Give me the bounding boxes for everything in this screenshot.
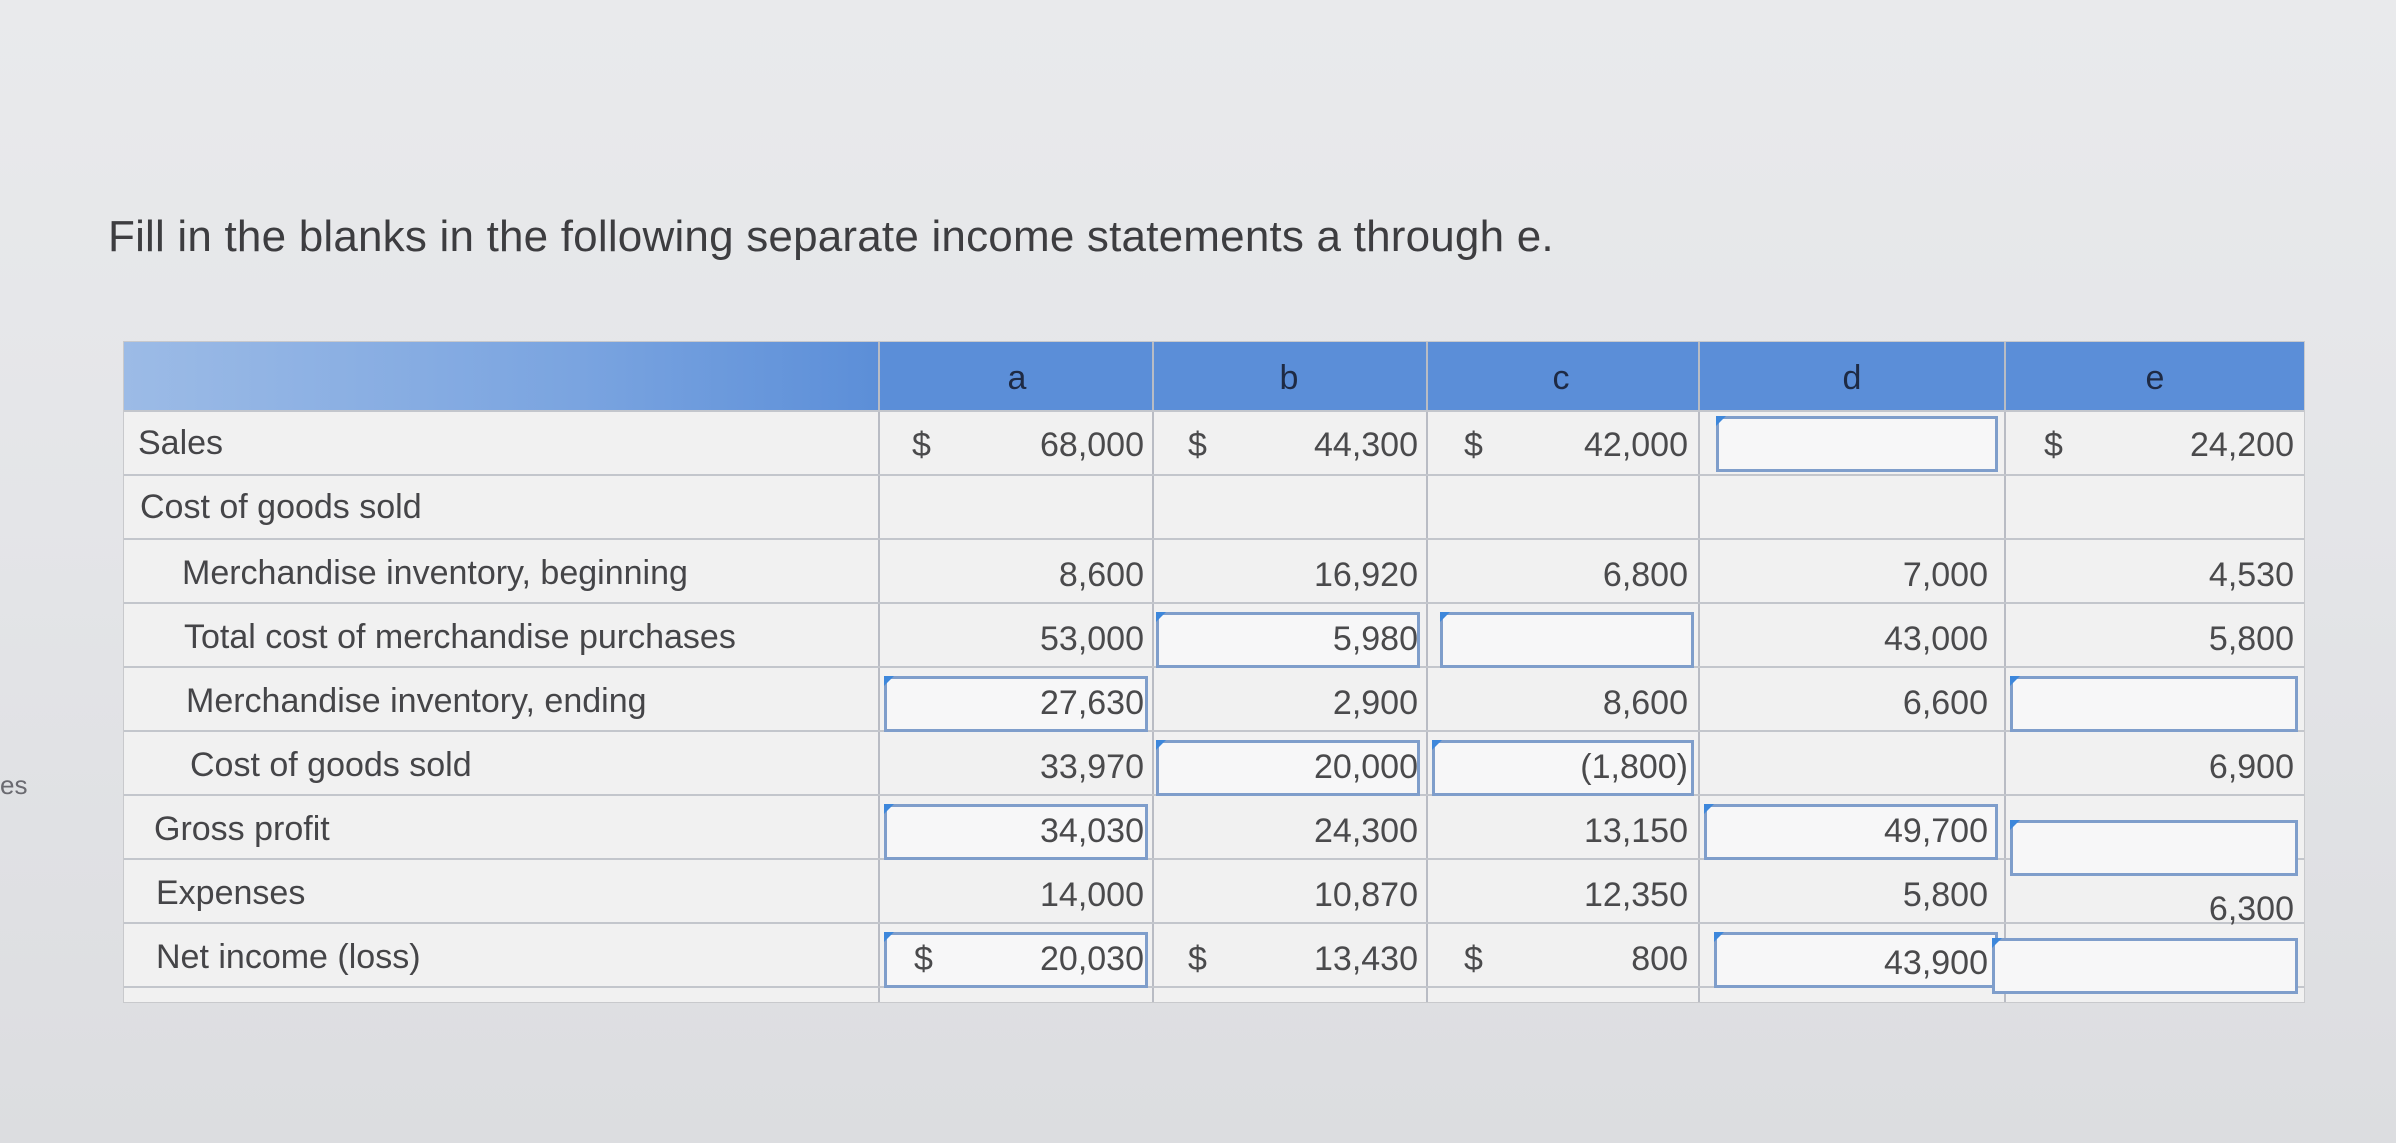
row-label-net-income: Net income (loss) <box>156 938 421 976</box>
cell-a-expenses: 14,000 <box>1040 876 1144 914</box>
prompt-text: Fill in the blanks in the following separate income statements a through e. <box>108 212 1554 261</box>
cell-b-inventory-beginning: 16,920 <box>1314 556 1418 594</box>
dollar-sign-c-sales: $ <box>1464 426 1483 464</box>
cell-e-cost-of-goods-sold: 6,900 <box>2208 748 2294 786</box>
cell-c-net-income: 800 <box>1631 940 1688 978</box>
dollar-sign-b-net-income: $ <box>1188 940 1207 978</box>
row-label-inventory-ending: Merchandise inventory, ending <box>186 682 647 720</box>
cell-c-inventory-beginning: 6,800 <box>1602 556 1688 594</box>
cell-e-total-purchases: 5,800 <box>2208 620 2294 658</box>
cell-a-cost-of-goods-sold: 33,970 <box>1040 748 1144 786</box>
cell-b-inventory-ending: 2,900 <box>1332 684 1418 722</box>
cell-b-gross-profit: 24,300 <box>1314 812 1418 850</box>
cell-e-sales: 24,200 <box>2190 426 2294 464</box>
input-d-sales[interactable] <box>1716 416 1998 472</box>
input-e-inventory-ending[interactable] <box>2010 676 2298 732</box>
cell-a-sales: 68,000 <box>1040 426 1144 464</box>
input-c-total-purchases[interactable] <box>1440 612 1694 668</box>
row-label-cost-of-goods-sold: Cost of goods sold <box>190 746 472 784</box>
dollar-sign-c-net-income: $ <box>1464 940 1483 978</box>
row-label-gross-profit: Gross profit <box>154 810 330 848</box>
input-e-gross-profit[interactable] <box>2010 820 2298 876</box>
cell-d-inventory-ending: 6,600 <box>1902 684 1988 722</box>
cell-b-total-purchases: 5,980 <box>1332 620 1418 658</box>
input-e-net-income[interactable] <box>1992 938 2298 994</box>
edge-text: es <box>0 770 28 800</box>
cell-c-expenses: 12,350 <box>1584 876 1688 914</box>
column-header-d: d <box>1842 359 1862 397</box>
cell-a-total-purchases: 53,000 <box>1040 620 1144 658</box>
cell-c-inventory-ending: 8,600 <box>1602 684 1688 722</box>
cell-d-inventory-beginning: 7,000 <box>1902 556 1988 594</box>
cell-a-net-income: 20,030 <box>1040 940 1144 978</box>
cell-b-cost-of-goods-sold: 20,000 <box>1314 748 1418 786</box>
cell-a-inventory-beginning: 8,600 <box>1058 556 1144 594</box>
column-header-e: e <box>2145 359 2165 397</box>
column-header-c: c <box>1552 359 1570 397</box>
cell-b-sales: 44,300 <box>1314 426 1418 464</box>
cell-e-inventory-beginning: 4,530 <box>2208 556 2294 594</box>
dollar-sign-a-net-income: $ <box>914 940 933 978</box>
dollar-sign-b-sales: $ <box>1188 426 1207 464</box>
dollar-sign-e-sales: $ <box>2044 426 2063 464</box>
dollar-sign-a-sales: $ <box>912 426 931 464</box>
row-label-cost-of-goods-sold-heading: Cost of goods sold <box>140 488 422 526</box>
cell-d-net-income: 43,900 <box>1884 944 1988 982</box>
column-header-a: a <box>1007 359 1027 397</box>
income-statement-table <box>124 342 2304 1002</box>
cell-d-gross-profit: 49,700 <box>1884 812 1988 850</box>
cell-d-expenses: 5,800 <box>1902 876 1988 914</box>
cell-b-net-income: 13,430 <box>1314 940 1418 978</box>
table-header <box>124 342 2304 410</box>
row-label-sales: Sales <box>138 424 224 462</box>
column-header-b: b <box>1279 359 1299 397</box>
cell-a-gross-profit: 34,030 <box>1040 812 1144 850</box>
row-label-inventory-beginning: Merchandise inventory, beginning <box>182 554 688 592</box>
row-label-expenses: Expenses <box>156 874 306 912</box>
cell-c-sales: 42,000 <box>1584 426 1688 464</box>
cell-e-expenses: 6,300 <box>2208 890 2294 928</box>
cell-b-expenses: 10,870 <box>1314 876 1418 914</box>
cell-c-cost-of-goods-sold: (1,800) <box>1580 748 1688 786</box>
cell-c-gross-profit: 13,150 <box>1584 812 1688 850</box>
row-label-total-purchases: Total cost of merchandise purchases <box>184 618 736 656</box>
cell-d-total-purchases: 43,000 <box>1884 620 1988 658</box>
cell-a-inventory-ending: 27,630 <box>1040 684 1144 722</box>
